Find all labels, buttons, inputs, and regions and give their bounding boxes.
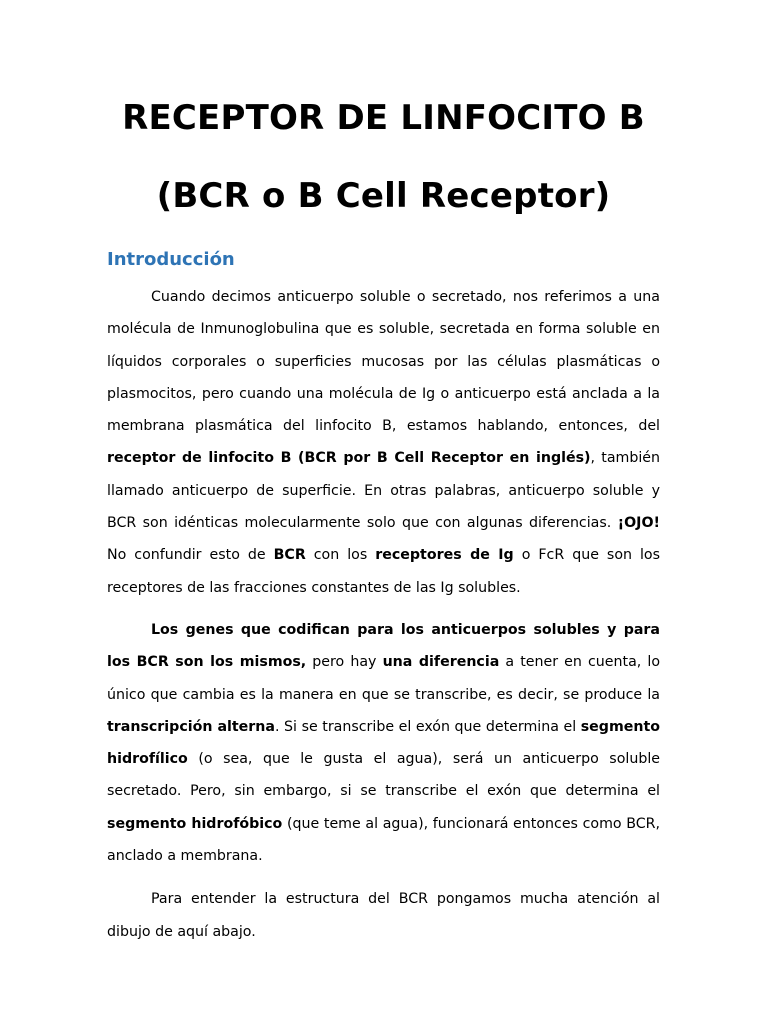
p2-text-4: (o sea, que le gusta el agua), será un anticuerpo soluble secretado. Pero, sin embargo, si se transcribe el exón que determina el (107, 751, 660, 800)
p1-bold-1: receptor de linfocito B (BCR por B Cell Receptor en inglés) (107, 450, 591, 467)
p1-text-3: No confundir esto de (107, 547, 274, 564)
p2-bold-5: segmento hidrofóbico (107, 815, 283, 832)
p2-text-5: (que teme al agua), funcionará entonces como BCR, anclado a membrana. (107, 815, 660, 865)
paragraph-3: Para entender la estructura del BCR pongamos mucha atención al dibujo de aquí abajo. (107, 891, 660, 940)
paragraph-2 (107, 614, 660, 872)
p1-bold-3: BCR (273, 547, 306, 564)
section-heading-introduccion: Introducción (107, 249, 235, 270)
p2-text-1: pero hay (306, 654, 383, 671)
p1-text-1: Cuando decimos anticuerpo soluble o secretado, nos referimos a una molécula de Inmunoglobulina que es soluble, secretada en forma soluble en líquidos corporales o superficies mucosas por las células plasmáticas o plasmocitos, pero cuando una molécula de Ig o anticuerpo está anclada a la membrana plasmática del linfocito B, estamos hablando, entonces, del (107, 289, 660, 435)
p2-text-3: . Si se transcribe el exón que determina el (274, 718, 581, 735)
p2-bold-3: transcripción alterna (107, 718, 275, 735)
document-title: RECEPTOR DE LINFOCITO B (122, 98, 645, 138)
p1-text-4: con los (305, 547, 376, 564)
p1-bold-2: ¡OJO! (617, 515, 660, 532)
p1-bold-4: receptores de Ig (375, 547, 514, 564)
p1-text-2: , también llamado anticuerpo de superficie. En otras palabras, anticuerpo soluble y BCR son idénticas molecularmente solo que con algunas diferencias. (107, 450, 660, 532)
p2-text-2: a tener en cuenta, lo único que cambia es la manera en que se transcribe, es decir, se produce la (107, 654, 661, 703)
p2-bold-1: Los genes que codifican para los anticuerpos solubles y para los BCR son los mismos, (107, 621, 660, 671)
p1-text-5: o FcR que son los receptores de las fracciones constantes de las Ig solubles. (107, 547, 660, 596)
document-subtitle: (BCR o B Cell Receptor) (156, 176, 611, 216)
paragraph-1 (107, 281, 660, 604)
p2-bold-4: segmento hidrofílico (107, 718, 660, 768)
p2-bold-2: una diferencia (382, 654, 500, 671)
